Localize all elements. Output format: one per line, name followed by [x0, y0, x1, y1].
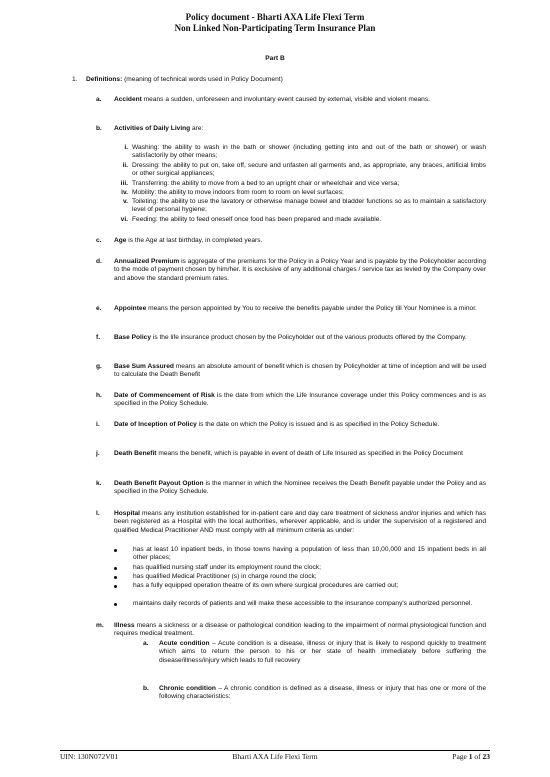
footer-product: Bharti AXA Life Flexi Term	[232, 752, 318, 761]
item-letter: b.	[143, 685, 149, 692]
definition-death-benefit	[96, 450, 486, 458]
definition-term: Hospital	[114, 510, 141, 517]
adl-text: Transferring: the ability to move from a bed to an upright chair or wheelchair and vice versa;	[132, 180, 400, 187]
roman-numeral: vi.	[120, 216, 128, 223]
adl-text: Feeding: the ability to feed oneself once food has been prepared and made available.	[132, 216, 382, 223]
definition-hospital	[96, 510, 486, 535]
definition-text: means a sickness or a disease or pathological condition leading to the impairment of normal physiological function and requires medical treatment.	[114, 622, 486, 638]
definition-activities-of-daily-living	[96, 125, 486, 133]
illness-term: Chronic condition	[159, 685, 216, 692]
item-letter: g.	[96, 363, 102, 370]
definition-term: Death Benefit	[114, 450, 157, 457]
definition-text: are:	[190, 125, 204, 132]
bullet-icon	[114, 567, 117, 570]
item-letter: k.	[96, 480, 102, 487]
hospital-criteria-item	[133, 582, 486, 590]
definition-term: Illness	[114, 622, 135, 629]
section-heading	[72, 76, 283, 84]
footer-page-number	[452, 752, 490, 762]
section-note: (meaning of technical words used in Policy Document)	[122, 76, 283, 83]
definition-term: Base Policy	[114, 334, 152, 341]
hospital-criteria-item	[133, 564, 486, 572]
criteria-text: has at least 10 inpatient beds, in those towns having a population of less than 10,00,000 and 15 inpatient beds in all other places;	[133, 546, 486, 562]
definition-date-of-commencement-of-risk	[96, 392, 487, 409]
illness-text: – Acute condition is a disease, illness or injury that is likely to respond quickly to treatment which aims to return the person to his or her state of health immediately before suffering the disease/illness/injury which leads to full recovery	[159, 640, 486, 664]
adl-text: Toileting: the ability to use the lavatory or otherwise manage bowel and bladder functions so as to maintain a satisfactory level of personal hygiene;	[132, 198, 486, 214]
current-page: 1	[468, 752, 473, 761]
part-heading: Part B	[265, 55, 285, 62]
definition-text: means an absolute amount of benefit which is chosen by Policyholder at time of inception and will be used to calculate the Death Benefit	[114, 363, 486, 379]
item-letter: j.	[96, 450, 100, 457]
page-label: Page	[452, 752, 469, 761]
item-letter: b.	[96, 125, 102, 132]
definition-text: means any institution established for in-patient care and day care treatment of sickness and/or injuries and which has been registered as a Hospital with the local authorities, wherever applicable, and is under the supervision of a registered and qualified Medical Practitioner AND must comply with all minimum criteria as under:	[114, 510, 486, 534]
criteria-text: has qualified Medical Practitioner (s) in charge round the clock;	[133, 573, 317, 580]
adl-item-feeding	[120, 216, 486, 224]
item-letter: d.	[96, 258, 102, 265]
roman-numeral: i.	[124, 144, 128, 151]
definition-annualized-premium	[96, 258, 487, 283]
bullet-icon	[114, 549, 117, 552]
definition-text: is the date on which the Policy is issued and is as specified in the Policy Schedule.	[196, 421, 440, 428]
adl-item-dressing	[122, 162, 486, 179]
definition-base-sum-assured	[96, 363, 486, 380]
definition-illness	[96, 622, 486, 639]
adl-item-transferring	[120, 180, 486, 188]
item-letter: e.	[96, 305, 102, 312]
adl-item-mobility	[121, 189, 486, 197]
item-letter: m.	[96, 622, 104, 629]
definition-text: is the life insurance product chosen by the Policyholder out of the various products offered by the Company.	[151, 334, 467, 341]
illness-type-chronic	[143, 685, 486, 702]
illness-text: – A chronic condition is defined as a disease, illness or injury that has one or more of the following characteristics:	[159, 685, 486, 701]
definition-term: Annualized Premium	[114, 258, 180, 265]
item-letter: a.	[96, 96, 102, 103]
definition-text: is aggregate of the premiums for the Policy in a Policy Year and is payable by the Policyholder according to the mode of payment chosen by him/her. It is exclusive of any additional charges / service tax as levied by the Company over and above the standard premium rates.	[114, 258, 487, 282]
definition-term: Date of Commencement of Risk	[114, 392, 215, 399]
illness-term: Acute condition	[159, 640, 210, 647]
hospital-criteria-item	[133, 573, 486, 581]
definition-text: is the date from which the Life Insurance coverage under this Policy commences and is as specified in the Policy Schedule.	[114, 392, 487, 408]
item-letter: a.	[143, 640, 149, 647]
roman-numeral: iv.	[121, 189, 128, 196]
criteria-text: maintains daily records of patients and will make these accessible to the insurance company's authorized personnel.	[133, 600, 473, 607]
definition-appointee	[96, 305, 486, 313]
definition-term: Date of Inception of Policy	[114, 421, 197, 428]
adl-text: Washing: the ability to wash in the bath or shower (including getting into and out of the bath or shower) or wash satisfactorily by other means;	[132, 144, 486, 160]
item-letter: f.	[96, 334, 101, 341]
hospital-criteria-item	[133, 546, 486, 563]
section-number: 1.	[72, 76, 78, 83]
definition-term: Death Benefit Payout Option	[114, 480, 204, 487]
definition-age	[96, 237, 486, 245]
adl-text: Dressing: the ability to put on, take off, secure and unfasten all garments and, as appropriate, any braces, artificial limbs or other surgical appliances;	[132, 162, 486, 178]
footer-uin: UIN: 130N072V01	[60, 752, 119, 761]
footer-divider	[60, 750, 490, 751]
definition-text: is the Age at last birthday, in completed years.	[126, 237, 263, 244]
bullet-icon	[114, 576, 117, 579]
adl-item-washing	[124, 144, 486, 161]
adl-item-toileting	[122, 198, 486, 215]
total-pages: 23	[482, 752, 490, 761]
adl-text: Mobility: the ability to move indoors from room to room on level surfaces;	[132, 189, 344, 196]
definition-term: Age	[114, 237, 127, 244]
section-title: Definitions:	[86, 76, 123, 83]
definition-death-benefit-payout-option	[96, 480, 487, 497]
definition-text: means the benefit, which is payable in event of death of Life Insured as specified in the Policy Document	[156, 450, 463, 457]
definition-term: Appointee	[114, 305, 147, 312]
definition-base-policy	[96, 334, 486, 342]
item-letter: i.	[96, 421, 100, 428]
roman-numeral: iii.	[120, 180, 128, 187]
definition-text: means the person appointed by You to receive the benefits payable under the Policy till Your Nominee is a minor.	[146, 305, 477, 312]
item-letter: l.	[96, 510, 100, 517]
roman-numeral: ii.	[122, 162, 128, 169]
criteria-text: has a fully equipped operation theatre of its own where surgical procedures are carried out;	[133, 582, 399, 589]
item-letter: c.	[96, 237, 102, 244]
document-subtitle: Non Linked Non-Participating Term Insurance Plan	[174, 23, 376, 33]
definition-term: Accident	[114, 96, 142, 103]
item-letter: h.	[96, 392, 102, 399]
bullet-icon	[114, 585, 117, 588]
hospital-criteria-item	[133, 600, 486, 608]
criteria-text: has qualified nursing staff under its employment round the clock;	[133, 564, 321, 571]
definition-text: is the manner in which the Nominee receives the Death Benefit payable under the Policy and as specified in the Policy Schedule.	[114, 480, 487, 496]
bullet-icon	[114, 603, 117, 606]
definition-date-of-inception-of-policy	[96, 421, 486, 429]
document-title: Policy document - Bharti AXA Life Flexi Term	[185, 12, 365, 22]
page-of: of	[472, 752, 483, 761]
definition-term: Activities of Daily Living	[114, 125, 191, 132]
definition-term: Base Sum Assured	[114, 363, 174, 370]
definition-accident	[96, 96, 486, 104]
definition-text: means a sudden, unforeseen and involuntary event caused by external, visible and violent means.	[141, 96, 430, 103]
illness-type-acute	[143, 640, 486, 665]
roman-numeral: v.	[122, 198, 128, 205]
